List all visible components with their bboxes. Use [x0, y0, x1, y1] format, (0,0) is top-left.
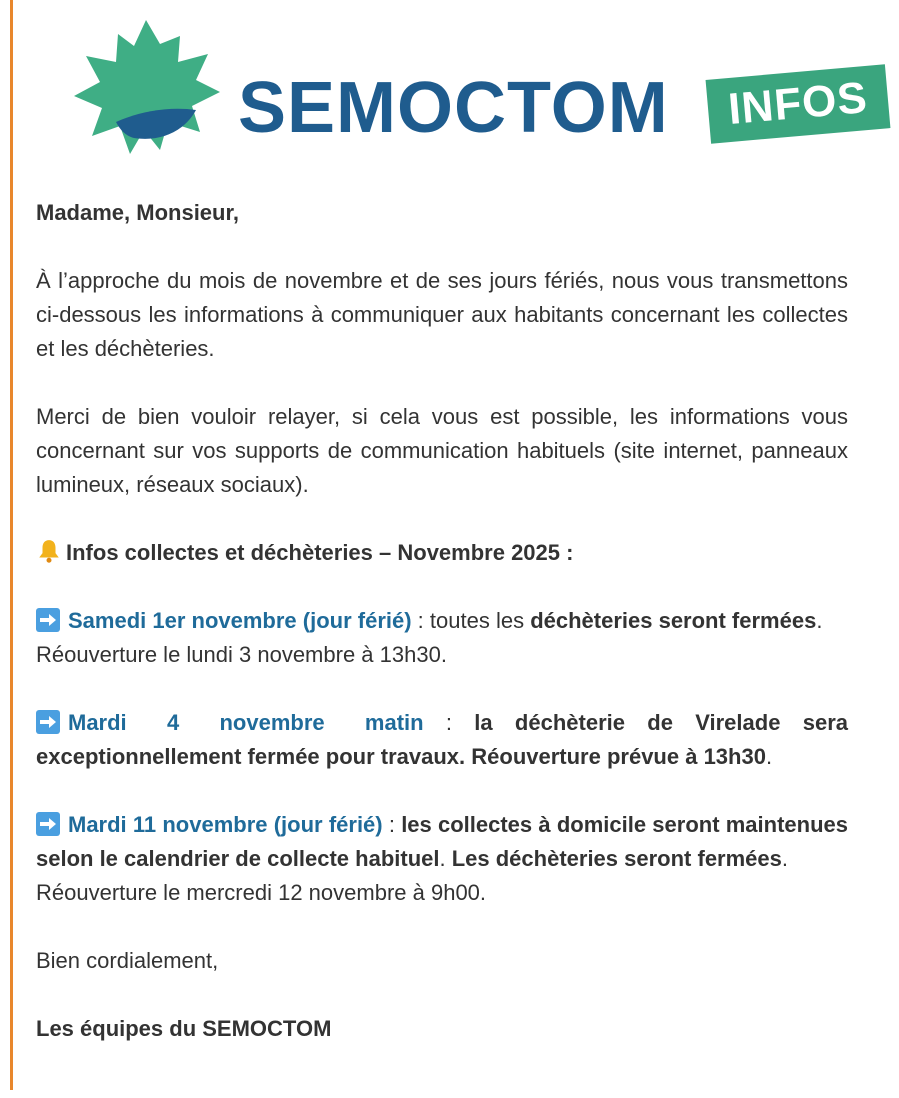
arrow-right-icon — [36, 608, 60, 632]
punctuation: . — [439, 846, 452, 871]
section-title-text: Infos collectes et déchèteries – Novembre 2025 : — [66, 540, 574, 565]
section-title — [36, 536, 848, 570]
arrow-right-icon — [36, 812, 60, 836]
infos-badge: INFOS — [706, 64, 891, 143]
punctuation: . — [816, 608, 823, 633]
brand-name: SEMOCTOM — [238, 68, 669, 148]
notice-bold-text: la déchèterie de Virelade sera exceptionnellement fermée pour travaux. Réouverture prévue à 13h30 — [36, 710, 848, 769]
separator: : — [411, 608, 430, 633]
notice-bold-text: déchèteries seront fermées — [530, 608, 817, 633]
separator: : — [423, 710, 475, 735]
arrow-right-icon — [36, 710, 60, 734]
notice-text: toutes les — [429, 608, 531, 633]
notice-bold-text: les collectes à domicile seront maintenues selon le calendrier de collecte habituel — [36, 812, 848, 871]
request-paragraph: Merci de bien vouloir relayer, si cela vous est possible, les informations vous concernant sur vos supports de communication habituels (site internet, panneaux lumineux, réseaux sociaux). — [36, 404, 848, 497]
greeting: Madame, Monsieur, — [36, 200, 239, 225]
notice-date-1: Samedi 1er novembre (jour férié) — [68, 608, 412, 633]
reopening-3: Réouverture le mercredi 12 novembre à 9h00. — [36, 880, 487, 905]
punctuation: . — [781, 846, 789, 871]
notice-date-2: Mardi 4 novembre matin — [68, 710, 424, 735]
notice-item-3 — [36, 808, 848, 910]
newsletter-header — [68, 14, 890, 174]
notice-item-1 — [36, 604, 848, 672]
notice-bold-text-2: Les déchèteries seront fermées — [451, 846, 782, 871]
reopening-1: Réouverture le lundi 3 novembre à 13h30. — [36, 642, 447, 667]
closing: Bien cordialement, — [36, 948, 219, 973]
left-border-rule — [10, 0, 13, 1090]
semoctom-leaf-logo-icon — [68, 14, 228, 174]
separator: : — [382, 812, 402, 837]
notice-date-3: Mardi 11 novembre (jour férié) — [68, 812, 383, 837]
signature: Les équipes du SEMOCTOM — [36, 1016, 332, 1041]
email-body — [36, 196, 848, 1046]
notice-item-2 — [36, 706, 848, 774]
punctuation: . — [765, 744, 773, 769]
intro-paragraph: À l’approche du mois de novembre et de ses jours fériés, nous vous transmettons ci-dessous les informations à communiquer aux habitants concernant les collectes et les déchèteries. — [36, 268, 848, 361]
bell-icon — [36, 538, 62, 564]
